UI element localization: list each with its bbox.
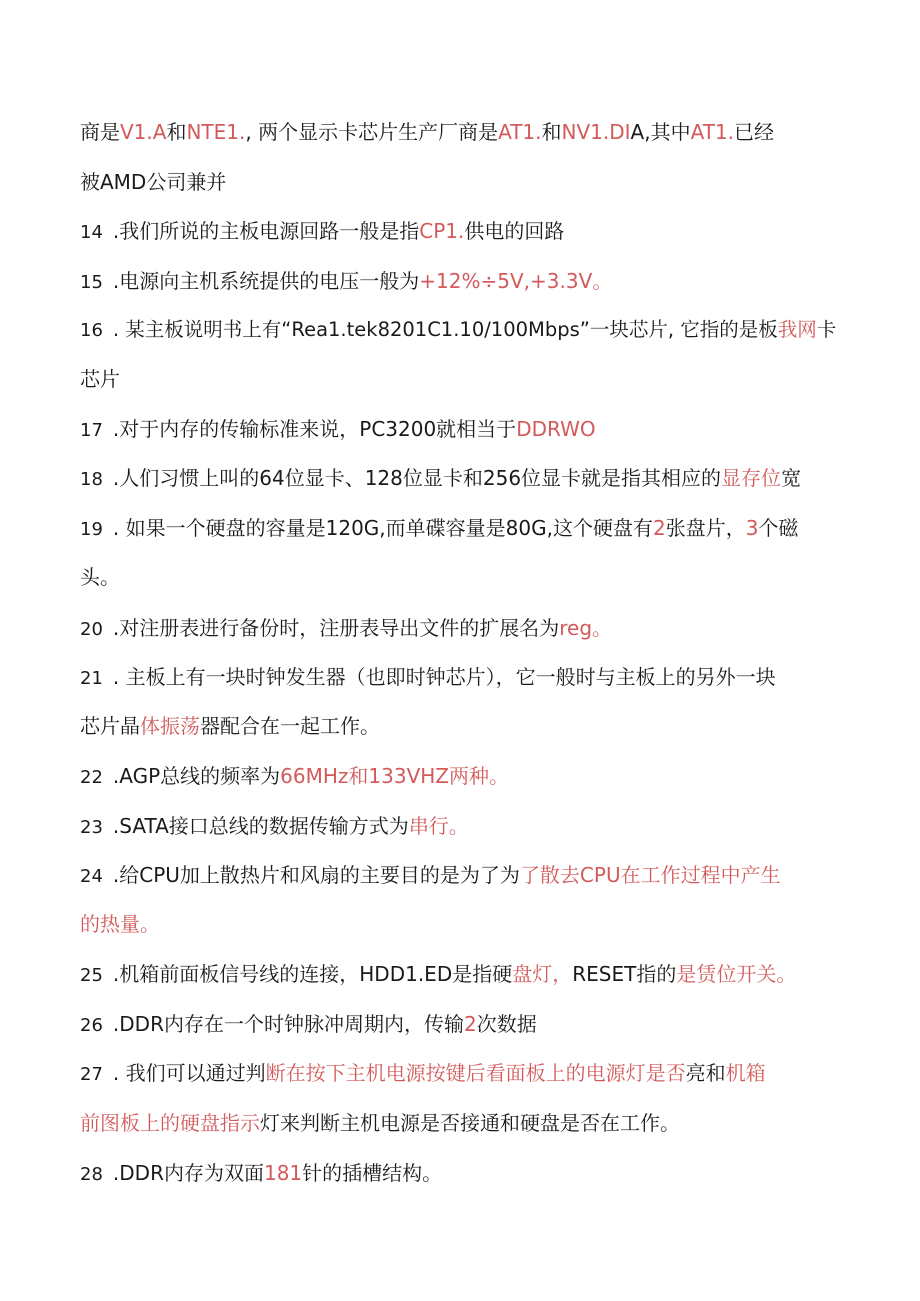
body-text: 宽 (781, 466, 802, 490)
answer-text: V1.A (120, 120, 167, 144)
body-text: 卡 (816, 318, 837, 341)
answer-text: 是赁位开关。 (676, 962, 797, 986)
answer-text: 的热量。 (80, 912, 160, 936)
text-line (80, 960, 850, 990)
text-line (80, 712, 850, 740)
body-text: RESET指的 (572, 962, 677, 986)
body-text: .DDR内存为双面 (112, 1161, 264, 1185)
body-text: 和 (541, 120, 562, 144)
text-line (80, 514, 850, 544)
body-text: 被AMD公司兼并 (80, 170, 227, 194)
body-text: 灯来判断主机电源是否接通和硬盘是否在工作。 (260, 1111, 680, 1135)
body-text: 芯片 (80, 367, 120, 391)
body-text: 张盘片， (665, 516, 746, 540)
body-text: 供电的回路 (464, 219, 565, 243)
text-line (80, 563, 850, 591)
body-text: . 我们可以通过判 (112, 1061, 266, 1085)
item-number: 21 (80, 668, 103, 689)
answer-text: 66MHz和133VHZ两种。 (280, 764, 509, 788)
answer-text: 机箱 (725, 1061, 766, 1085)
body-text: 次数据 (476, 1012, 537, 1036)
body-text: .SATA接口总线的数据传输方式为 (112, 814, 409, 838)
item-number: 18 (80, 469, 103, 490)
text-line (80, 365, 850, 393)
text-line (80, 415, 850, 445)
body-text: .对注册表进行备份时，注册表导出文件的扩展名为 (112, 616, 560, 640)
text-line (80, 663, 850, 693)
answer-text: 盘灯， (512, 962, 573, 986)
body-text: A,其中 (630, 120, 691, 144)
text-line (80, 464, 850, 494)
body-text: 个磁 (758, 516, 799, 540)
text-line (80, 1109, 850, 1137)
body-text: 和 (166, 120, 187, 144)
text-line (80, 614, 850, 644)
item-number: 22 (80, 767, 103, 788)
text-line (80, 762, 850, 792)
body-text: .机箱前面板信号线的连接，HDD1.ED是指硬 (112, 962, 513, 986)
body-text: .对于内存的传输标准来说，PC3200就相当于 (112, 417, 517, 441)
body-text: . 某主板说明书上有“Rea1.tek8201C1.10/100Mbps”一块芯片, 它指的是板 (112, 318, 778, 341)
text-line (80, 118, 850, 146)
item-number: 24 (80, 866, 103, 887)
text-line (80, 1059, 850, 1089)
text-line (80, 910, 850, 938)
body-text: 器配合在一起工作。 (200, 714, 380, 738)
answer-text: 2 (652, 516, 666, 540)
item-number: 14 (80, 222, 103, 243)
answer-text: 了散去CPU在工作过程中产生 (519, 863, 781, 887)
answer-text: 我网 (777, 318, 817, 341)
body-text: .我们所说的主板电源回路一般是指 (112, 219, 420, 243)
item-number: 27 (80, 1064, 103, 1085)
answer-text: AT1. (690, 120, 735, 144)
text-line (80, 812, 850, 842)
body-text: .AGP总线的频率为 (112, 764, 281, 788)
body-text: , 两个显示卡芯片生产厂商是 (245, 120, 499, 144)
item-number: 23 (80, 817, 103, 838)
text-line (80, 1159, 850, 1189)
body-text: .人们习惯上叫的64位显卡、128位显卡和256位显卡就是指其相应的 (112, 466, 722, 490)
body-text: 亮和 (685, 1061, 726, 1085)
answer-text: NTE1. (186, 120, 246, 144)
body-text: .DDR内存在一个时钟脉冲周期内，传输 (112, 1012, 464, 1036)
body-text: .电源向主机系统提供的电压一般为 (112, 269, 420, 293)
answer-text: 体振荡 (140, 714, 200, 738)
answer-text: CP1. (419, 219, 465, 243)
answer-text: DDRWO (516, 417, 596, 441)
answer-text: 2 (463, 1012, 477, 1036)
text-line (80, 267, 850, 297)
text-line (80, 1010, 850, 1040)
item-number: 15 (80, 272, 103, 293)
answer-text: 断在按下主机电源按键后看面板上的电源灯是否 (265, 1061, 686, 1085)
body-text: 商是 (80, 120, 120, 144)
answer-text: 3 (745, 516, 759, 540)
text-line (80, 861, 850, 891)
item-number: 16 (80, 320, 103, 341)
body-text: . 如果一个硬盘的容量是120G,而单碟容量是80G,这个硬盘有 (112, 516, 653, 540)
answer-text: +12%÷5V,+3.3V。 (419, 269, 613, 293)
item-number: 28 (80, 1164, 103, 1185)
body-text: 头。 (80, 565, 120, 589)
item-number: 26 (80, 1015, 103, 1036)
body-text: .给CPU加上散热片和风扇的主要目的是为了为 (112, 863, 520, 887)
body-text: 芯片晶 (80, 714, 140, 738)
answer-text: AT1. (498, 120, 542, 144)
answer-text: 显存位 (721, 466, 782, 490)
answer-text: NV1.DI (561, 120, 631, 144)
answer-text: 前图板上的硬盘指示 (80, 1111, 260, 1135)
body-text: 已经 (734, 120, 775, 144)
text-line (80, 316, 850, 345)
body-text: . 主板上有一块时钟发生器（也即时钟芯片），它一般时与主板上的另外一块 (112, 665, 776, 689)
text-line (80, 217, 850, 247)
answer-text: 181 (263, 1161, 303, 1185)
item-number: 17 (80, 420, 103, 441)
answer-text: reg。 (559, 616, 613, 640)
text-line (80, 168, 850, 196)
item-number: 19 (80, 519, 103, 540)
answer-text: 串行。 (408, 814, 469, 838)
item-number: 20 (80, 619, 103, 640)
item-number: 25 (80, 965, 103, 986)
body-text: 针的插槽结构。 (302, 1161, 443, 1185)
